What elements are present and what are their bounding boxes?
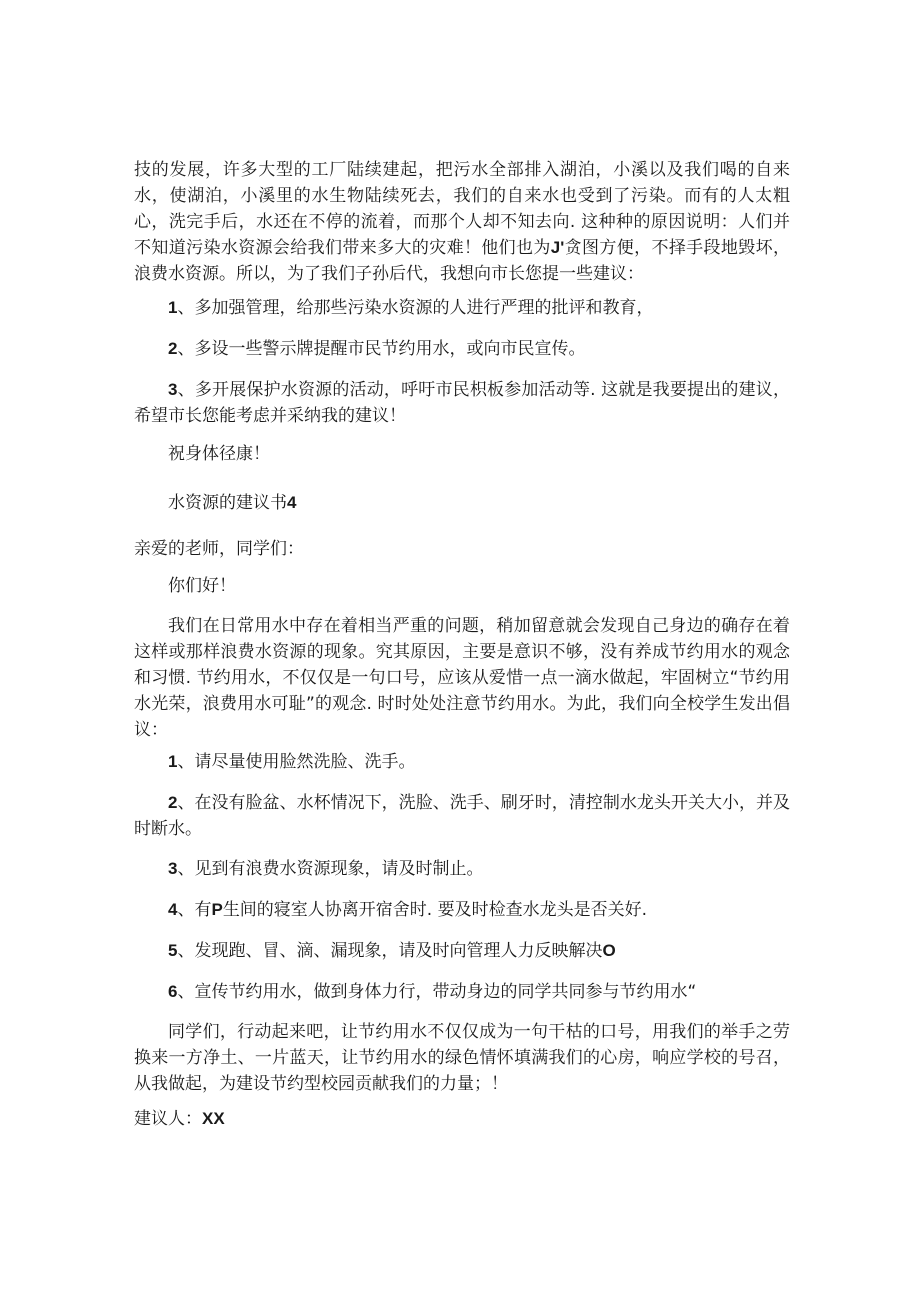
paragraph-text: 技的发展，许多大型的工厂陆续建起，把污水全部排入湖泊，小溪以及我们喝的自来水，使湖泊，小溪里的水生物陆续死去，我们的自来水也受到了污染。而有的人太粗心，洗完手后，水还在不停的流着，而那个人却不知去向. 这种种的原因说明：人们并不知道污染水资源会给我们带来多大的灾难！他们也为 [134, 160, 790, 258]
item-text: 、见到有浪费水资源现象，请及时制止。 [177, 859, 484, 879]
proposal-item-5 [134, 938, 790, 964]
item-number: 5 [168, 941, 178, 960]
item-text: 、发现跑、冒、滴、漏现象，请及时向管理人力反映解决 [177, 941, 603, 961]
item-number: 1 [168, 298, 178, 317]
item-text: 、多设一些警示牌提醒市民节约用水，或向市民宣传。 [177, 339, 586, 359]
proposal-item-3 [134, 856, 790, 882]
paragraph-text-tail: 贪图方便，不择手段地毁坏，浪费水资源。所以，为了我们子孙后代，我想向市长您提一些建议： [134, 238, 791, 284]
proposal-item-1 [134, 749, 790, 775]
item-text-pre: 、有 [177, 900, 212, 920]
greeting: 你们好！ [168, 576, 236, 596]
closing-wish: 祝身体径康！ [168, 444, 270, 464]
paragraph-continued [134, 157, 790, 287]
item-number: 2 [168, 339, 178, 358]
letter-title-text: 水资源的建议书 [168, 493, 287, 513]
signature-label: 建议人： [134, 1109, 202, 1129]
item-text: 、多加强管理，给那些污染水资源的人进行严理的批评和教育， [177, 298, 654, 318]
item-number: 2 [168, 793, 178, 812]
suggestion-item-2 [134, 336, 790, 362]
item-number: 4 [168, 900, 178, 919]
paragraph-bold-fragment: J' [550, 238, 565, 257]
salutation: 亲爱的老师，同学们： [134, 539, 304, 559]
suggestion-item-3 [134, 377, 790, 429]
item-text: 、在没有脸盆、水杯情况下，洗脸、洗手、刷牙时，清控制水龙头开关大小，并及时断水。 [134, 793, 790, 839]
item-number: 1 [168, 752, 178, 771]
proposal-item-2 [134, 790, 790, 842]
letter-title-number: 4 [287, 493, 297, 512]
proposal-item-6 [134, 979, 790, 1005]
suggestion-item-1 [134, 295, 790, 321]
item-number: 3 [168, 380, 178, 399]
item-text: 、宣传节约用水，做到身体力行，带动身边的同学共同参与节约用水“ [177, 982, 697, 1002]
signature-name: XX [202, 1109, 225, 1128]
item-number: 3 [168, 859, 178, 878]
letter-title [134, 490, 790, 516]
item-bold-fragment: P [211, 900, 223, 919]
item-text: 、请尽量使用脸然洗脸、洗手。 [177, 752, 416, 772]
intro-paragraph: 我们在日常用水中存在着相当严重的问题，稍加留意就会发现自己身边的确存在着这样或那样浪费水资源的现象。究其原因，主要是意识不够，没有养成节约用水的观念和习惯. 节约用水，不仅仅是一句口号，应该从爱惜一点一滴水做起，牢固树立“节约用水光荣，浪费用水可耻”的观念. 时时处处注意节约用水。为此，我们向全校学生发出倡议： [134, 616, 790, 740]
item-text: 生间的寝室人协离开宿舍时. 要及时检查水龙头是否关好. [222, 900, 648, 920]
proposal-item-4 [134, 897, 790, 923]
signature [134, 1106, 790, 1132]
item-number: 6 [168, 982, 178, 1001]
conclusion-paragraph: 同学们，行动起来吧，让节约用水不仅仅成为一句干枯的口号，用我们的举手之劳换来一方净土、一片蓝天，让节约用水的绿色情怀填满我们的心房，响应学校的号召，从我做起，为建设节约型校园贡献我们的力量；！ [134, 1022, 790, 1094]
item-bold-tail: O [602, 941, 616, 960]
item-text: 、多开展保护水资源的活动，呼吁市民枳板参加活动等. 这就是我要提出的建议，希望市长您能考虑并采纳我的建议！ [134, 380, 790, 426]
